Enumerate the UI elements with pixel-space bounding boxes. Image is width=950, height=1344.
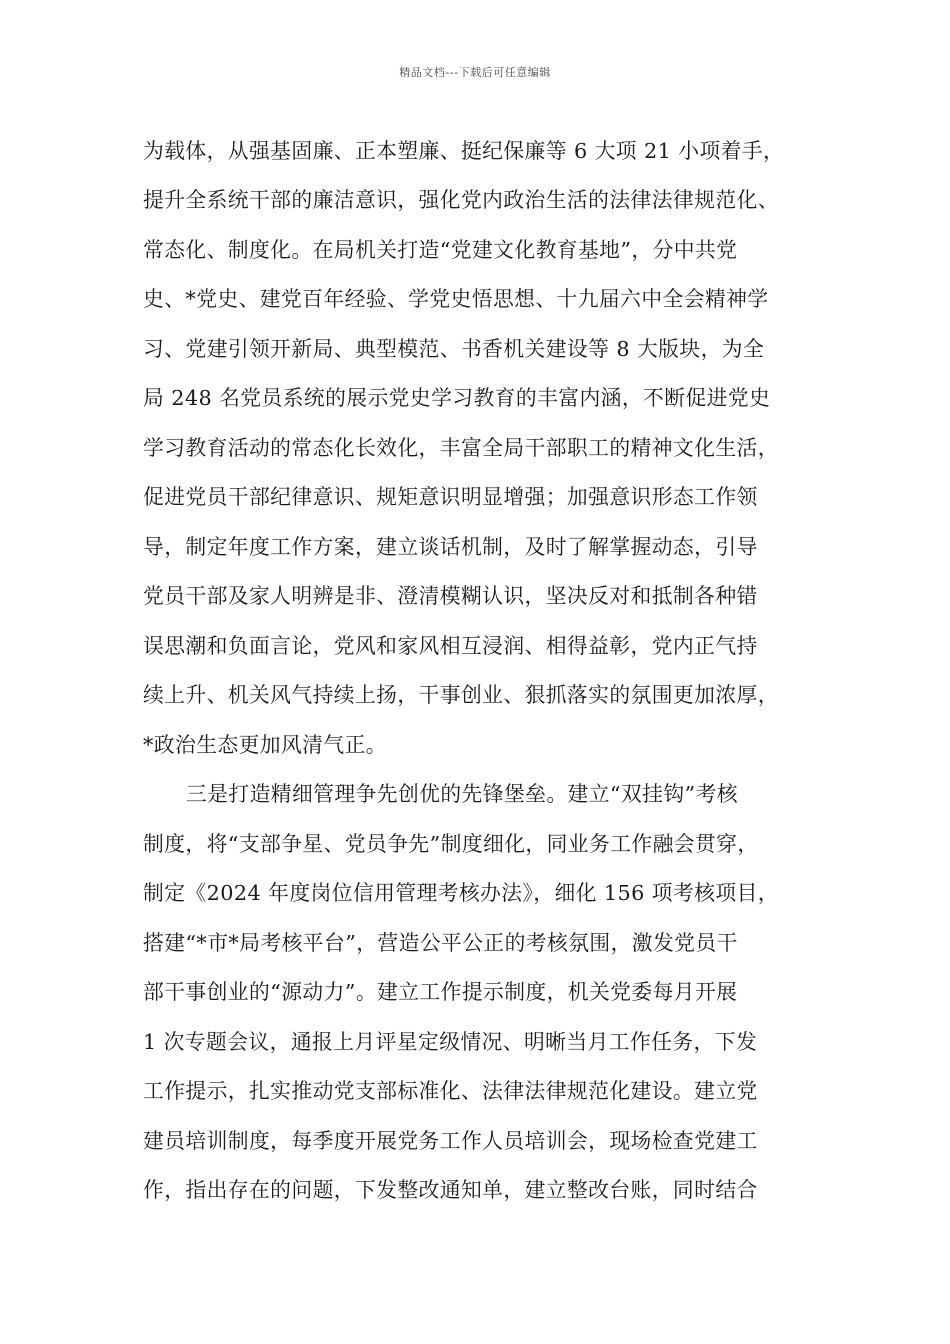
text-line: 1 次专题会议，通报上月评星定级情况、明晰当月工作任务，下发 [143,1030,758,1054]
text-line: 提升全系统干部的廉洁意识，强化党内政治生活的法律法律规范化、 [143,188,779,212]
text-line: 建员培训制度，每季度开展党务工作人员培训会，现场检查党建工 [143,1129,758,1153]
text-line: *政治生态更加风清气正。 [143,733,387,757]
text-line: 习、党建引领开新局、典型模范、书香机关建设等 8 大版块，为全 [143,337,765,361]
text-line: 作，指出存在的问题，下发整改通知单，建立整改台账，同时结合 [143,1178,758,1202]
text-line: 局 248 名党员系统的展示党史学习教育的丰富内涵，不断促进党史 [143,386,771,410]
text-line: 搭建“*市*局考核平台”，营造公平公正的考核氛围，激发党员干 [143,931,738,955]
text-line: 部干事创业的“源动力”。建立工作提示制度，机关党委每月开展 [143,980,738,1004]
text-line: 制度，将“支部争星、党员争先”制度细化，同业务工作融会贯穿， [143,832,759,856]
text-line: 导，制定年度工作方案，建立谈话机制，及时了解掌握动态，引导 [143,535,758,559]
paragraph-first-line: 三是打造精细管理争先创优的先锋堡垒。建立“双挂钩”考核 [186,782,738,806]
text-line: 为载体，从强基固廉、正本塑廉、挺纪保廉等 6 大项 21 小项着手， [143,139,785,163]
text-line: 制定《2024 年度岗位信用管理考核办法》，细化 156 项考核项目， [143,881,779,905]
text-line: 工作提示，扎实推动党支部标准化、法律法律规范化建设。建立党 [143,1079,758,1103]
text-line: 常态化、制度化。在局机关打造“党建文化教育基地”，分中共党 [143,238,738,262]
text-line: 党员干部及家人明辨是非、澄清模糊认识，坚决反对和抵制各种错 [143,584,758,608]
text-line: 促进党员干部纪律意识、规矩意识明显增强；加强意识形态工作领 [143,485,758,509]
text-line: 学习教育活动的常态化长效化，丰富全局干部职工的精神文化生活， [143,436,779,460]
page-header: 精品文档---下载后可任意编辑 [399,66,551,79]
text-line: 续上升、机关风气持续上扬，干事创业、狠抓落实的氛围更加浓厚， [143,683,779,707]
text-line: 史、*党史、建党百年经验、学党史悟思想、十九届六中全会精神学 [143,287,769,311]
text-line: 误思潮和负面言论，党风和家风相互浸润、相得益彰，党内正气持 [143,634,758,658]
